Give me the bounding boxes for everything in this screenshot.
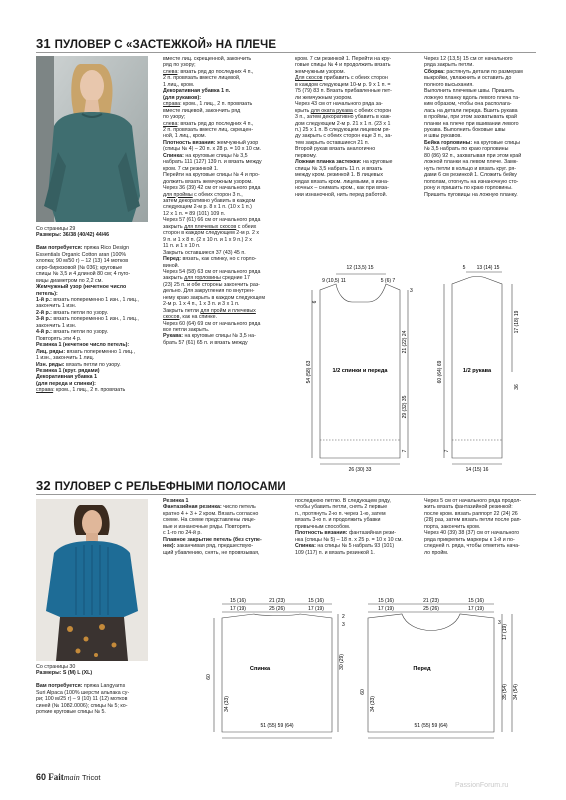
text-line: первому. (295, 152, 317, 159)
schema-front-body: 29 (32) 35 (402, 395, 408, 419)
back-label: Спинка (249, 666, 271, 672)
section-31-heading: ПУЛОВЕР С «ЗАСТЕЖКОЙ» НА ПЛЕЧЕ (54, 39, 277, 51)
text-line: Через 57 (61) 66 см от начального ряда (163, 217, 261, 224)
text-line: по узору; (163, 114, 186, 121)
text-line: п., протянуть 2-ю п. через 1-ю, затем (295, 510, 386, 517)
text-line: справа: кром., 1 лиц., 2 п. провязать (36, 387, 126, 394)
text-line: Размеры: 36/38 (40/42) 44/46 (36, 232, 110, 239)
text-line: (28) раз, затем вязать петли после рап- (424, 517, 522, 524)
text-line: Резинка 1 (нечетное число петель): (36, 342, 130, 349)
text-line: Выполнить плечевые швы. Пришить (424, 88, 515, 95)
text-line: тем закрыть оставшиеся 21 п. (295, 139, 370, 146)
text-line: Закрыть оставшиеся 37 (43) 45 п. (163, 249, 246, 256)
text-line: 11 п. и 1 x 10 п. (163, 243, 201, 250)
text-line: закрыть для горловины средние 17 (163, 275, 250, 282)
text-line: ряда прикрепить маркеры к 1-й и по- (424, 536, 515, 543)
text-line: 1-й р.: вязать попеременно 1 изн., 1 лиц., (36, 296, 139, 303)
section-32-number: 32 (36, 478, 51, 493)
text-line: 109 (117) п. и вязать резинкой 1. (295, 549, 375, 556)
text-line: Через 54 (58) 63 см от начального ряда (163, 268, 261, 275)
text-line: нуть петли в кольцо и вязать круг. ря- (424, 165, 517, 172)
text-line: 2-й р.: вязать петли по узору. (36, 309, 109, 316)
schema-sleeve-top-small: 5 (462, 265, 466, 271)
section-32-column-3 (295, 498, 417, 556)
text-line: Essentials Organic Cotton aran (100% (36, 251, 127, 258)
text-line: 1 изн., закончить 1 лиц. (36, 355, 95, 362)
text-line: нему краю закрыть в каждом следующем (163, 294, 265, 301)
schema-back-front (300, 262, 425, 472)
text-line: Спинка: на спицы № 5 набрать 93 (101) (295, 543, 395, 550)
text-line: ло пройм. (424, 549, 449, 556)
text-line: нка (спицы № 5) – 18 п. x 25 р. = 10 x 10 см. (295, 536, 403, 543)
schema-sleeve-cap: 17 (18) 19 (514, 310, 520, 334)
text-line: Через 5 см от начального ряда продол- (424, 498, 522, 504)
schema-front-right-top: 3 (410, 288, 413, 294)
text-line: планки на плече при вшивании левого (424, 120, 519, 127)
back-top1-left: 15 (16) (230, 598, 246, 604)
text-line: Размеры: S (M) L (XL) (36, 670, 93, 677)
front-right-1: 17 (19) (502, 624, 508, 640)
brand-name: Fait (48, 772, 64, 782)
text-line: брать 57 (61) 65 п. и вязать между (163, 339, 248, 346)
back-right-1: 2 (342, 614, 345, 620)
schema-sleeve-total: 60 (64) 69 (437, 360, 443, 384)
text-line: (спицы № 4) – 20 п. x 28 р. = 10 x 10 см. (163, 146, 262, 153)
front-right-3: 35 (54) (502, 684, 508, 700)
text-line: 3 п., затем декоративно убавить в каж- (295, 114, 392, 121)
text-line: рукава. Выполнить боковые швы (424, 126, 506, 133)
text-line: закончить 1 изн. (36, 322, 77, 329)
page-number: 60 (36, 772, 47, 782)
section-32-column-4 (424, 498, 540, 556)
text-line: Со страницы 30 (36, 664, 76, 670)
text-line: Плотность вязания: жемчужный узор (163, 139, 259, 146)
text-line: должить вязать жемчужным узором. (163, 178, 253, 185)
sweater-32-photo (36, 499, 148, 661)
text-line: 2-м р. 1 x 4 п., 1 x 3 п. и 3 x 1 п. (163, 301, 240, 308)
text-line: Перед: вязать, как спинку, но с горло- (163, 256, 257, 263)
back-bottom-mid: 34 (33) (224, 696, 230, 712)
text-line: Через 12 (13,5) 15 см от начального (424, 56, 513, 62)
schema-front-label: 1/2 спинки и переда (332, 368, 388, 374)
section-31-number: 31 (36, 36, 51, 51)
text-line: 2 п. провязать вместе лиц. скрещен- (163, 126, 254, 133)
text-line: набрать 111 (127) 139 п. и вязать между (163, 159, 262, 166)
text-line: (23) 25 п. и обе стороны закончить раз- (163, 281, 260, 288)
schema-32-front (352, 592, 532, 742)
text-line: кратно 4 + 3 + 2 кром. Вязать согласно (163, 510, 259, 517)
text-line: хлопка; 90 м/50 г) – 12 (13) 14 мотков (36, 258, 129, 265)
text-line: полного высыхания. (424, 81, 474, 88)
text-line: порта, закончить кром. (424, 523, 481, 530)
text-line: Резинка 1 (163, 498, 189, 504)
schema-sleeve-height: 36 (514, 384, 520, 390)
schema-front-neck: 9 (10,5) 11 (322, 278, 346, 284)
text-line: Резинка 1 (круг. рядами) (36, 367, 100, 374)
text-line: спицы № 3,5 набрать 11 п. и вязать (295, 165, 383, 172)
sweater-31-photo (36, 56, 148, 222)
text-line: жить вязать фантазийной резинкой: (424, 504, 513, 511)
schema-sleeve (430, 262, 540, 472)
text-line: ри; 100 м/25 г) – 9 (10) 11 (12) мотков (36, 696, 128, 703)
text-line: Спинка: на круговые спицы № 3,5 (163, 152, 248, 159)
section-31-title (36, 36, 276, 51)
text-line: вместе лиц. скрещенной, закончить (163, 56, 252, 62)
text-line: Пришить пуговицы на ложную планку. (424, 191, 518, 198)
text-line: ложной планки на левом плече. Замк- (424, 159, 518, 166)
text-line: Рукава: на круговые спицы № 3,5 на- (163, 333, 256, 340)
text-line: Плавное закрытие петель (без ступе- (163, 536, 262, 543)
section-name: Tricot (81, 773, 101, 782)
front-bottom: 51 (55) 59 (64) (414, 723, 448, 729)
schema-sleeve-top: 13 (14) 15 (476, 265, 500, 271)
text-line: рядах вязать кром. лицевыми, в изна- (295, 178, 389, 185)
text-line: следней п. ряда, чтобы отметить нача- (424, 543, 520, 550)
back-right-2: 3 (342, 622, 345, 628)
back-top2-left: 17 (19) (230, 606, 246, 612)
front-top1-right: 15 (16) (468, 598, 484, 604)
section-31-column-4 (424, 56, 540, 198)
text-line: серо-бирюзовой (№ 036); круговые (36, 264, 123, 271)
front-right-2: 3 (498, 620, 501, 626)
front-label: Перед (413, 666, 431, 672)
text-line: вые и изнаночные ряды. Повторять (163, 523, 251, 530)
text-line: синей (№ 1082.0006); спицы № 5; ко- (36, 702, 128, 709)
text-line: в каждом следующем 10-м р. 9 x 1 п. = (295, 81, 391, 88)
text-line: нек): заканчивая ряд, предшествую- (163, 543, 254, 550)
text-line: 3-й р.: вязать попеременно 1 изн., 1 лиц., (36, 316, 139, 323)
text-line: Повторять эти 4 р. (36, 335, 82, 342)
text-line: Сборка: растянуть детали по размерам (424, 68, 523, 75)
back-left: 60 (206, 674, 212, 680)
back-top1-mid: 21 (23) (269, 598, 285, 604)
back-top1-right: 15 (16) (308, 598, 324, 604)
text-line: закончить 1 изн. (36, 303, 77, 310)
text-line: кром. 7 см резинкой 1. (163, 165, 219, 172)
text-line: Через 43 см от начального ряда за- (295, 101, 383, 108)
text-line: Второй рукав вязать аналогично (295, 146, 376, 153)
text-line: вязать 3-ю п. и продолжить убавки (295, 517, 381, 524)
front-left-2: 34 (33) (370, 696, 376, 712)
front-left-1: 60 (360, 689, 366, 695)
section-31-column-2 (163, 56, 285, 346)
front-top2-mid: 25 (26) (423, 606, 439, 612)
text-line: привычным способом. (295, 523, 351, 530)
schema-front-shoulder: 5 (6) 7 (380, 278, 396, 284)
text-line: ночных – снимать кром., как при вяза- (295, 185, 389, 192)
text-line: вместе лицевой, закончить ряд (163, 107, 241, 114)
text-line: роткие круговые спицы № 5. (36, 709, 106, 716)
text-line: с 1-го по 24-й р. (163, 530, 202, 537)
text-line: № 3,5 набрать по краю горловины (424, 146, 509, 153)
text-line: все петли закрыть. (163, 327, 210, 334)
text-line: вицы диаметром по 2,2 см. (36, 277, 103, 284)
schema-32-back (200, 592, 350, 742)
schema-sleeve-rib: 7 (444, 449, 450, 453)
text-line: Плотность вязания: фантазийная рези- (295, 530, 396, 537)
text-line: дами 6 см резинкой 1. Сложить бейку (424, 172, 517, 179)
text-line: выкройки, увлажнить и оставить до (424, 75, 512, 82)
section-32-title (36, 478, 286, 493)
text-line: Декоративная убавка 1 п. (163, 88, 231, 95)
text-line: 2 п. провязать вместе лицевой, (163, 75, 241, 82)
brand-name-2: main (63, 773, 80, 782)
text-line: сторон в каждом следующем 2-м р. 2 x (163, 230, 260, 237)
text-line: Для скосов прибавить с обеих сторон (295, 75, 388, 82)
text-line: крыть для оката рукава с обеих сторон (295, 107, 392, 114)
text-line: петель): (36, 290, 58, 297)
text-line: Через 40 (39) 38 (37) см от начального (424, 530, 520, 537)
schema-front-rib: 7 (402, 449, 408, 453)
back-top2-right: 17 (19) (308, 606, 324, 612)
text-line: Закрыть петли для пройм и плечевых (163, 307, 256, 314)
text-line: говые спицы № 4 и продолжить вязать (295, 62, 391, 69)
text-line: спицы № 3,5 и 4 длиной 80 см; 4 пуго- (36, 271, 131, 278)
front-top1-left: 15 (16) (378, 598, 394, 604)
schema-front-bottom: 26 (30) 33 (348, 467, 372, 472)
section-31-rule (36, 52, 536, 53)
schema-front-top: 12 (13,5) 15 (346, 265, 374, 271)
page-footer (36, 772, 100, 782)
text-line: Жемчужный узор (нечетное число (36, 284, 127, 291)
text-line: (для переда и спинки): (36, 380, 96, 387)
text-line: кром. 7 см резинкой 1. Перейти на кру- (295, 56, 392, 62)
text-line: закрыть для плечевых скосов с обеих (163, 223, 257, 230)
section-32-heading: ПУЛОВЕР С РЕЛЬЕФНЫМИ ПОЛОСАМИ (54, 481, 286, 493)
schema-front-armhole: 21 (22) 24 (402, 330, 408, 354)
text-line: лась на детали переда. Вшить рукава (424, 107, 518, 114)
section-32-rule (36, 494, 536, 495)
text-line: скосов, как на спинке. (163, 314, 218, 321)
text-line: Бейка горловины: на круговые спицы (424, 139, 520, 146)
front-top2-right: 17 (19) (468, 606, 484, 612)
text-line: чтобы убавить петли, снять 2 первые (295, 504, 388, 511)
front-top2-left: 17 (19) (378, 606, 394, 612)
text-line: щий убавлению, снять, не провязывая, (163, 549, 260, 556)
text-line: последнюю петлю. В следующем ряду, (295, 498, 391, 504)
text-line: дом следующем 2-м р. 21 x 1 п. (23 x 1 (295, 120, 391, 127)
text-line: Ложная планка застежки: на круговые (295, 159, 393, 166)
text-line: Через 60 (64) 69 см от начального ряда (163, 320, 261, 327)
text-line: следующем 2-м р. 8 x 1 п. (10 x 1 п.) (163, 204, 252, 211)
text-line: схеме. На схеме представлены лице- (163, 517, 256, 524)
text-line: в проймы, при этом захватывать край (424, 114, 517, 121)
text-line: после кром. вязать раппорт 22 (24) 26 (424, 510, 518, 517)
text-line: Через 36 (39) 42 см от начального ряда (163, 185, 261, 192)
text-line: дельно. Для закругления по внутрен- (163, 288, 255, 295)
schema-front-left-small: 6 (312, 300, 318, 304)
text-line: Вам потребуется: пряжа Rico Design (36, 245, 130, 252)
text-line: Вам потребуется: пряжа Langyarns (36, 683, 126, 690)
front-top1-mid: 21 (23) (423, 598, 439, 604)
text-line: рону и пришить по краю горловины. (424, 185, 513, 192)
back-top2-mid: 25 (26) (269, 606, 285, 612)
text-line: и швы рукавов. (424, 133, 462, 140)
text-line: ряда закрыть петли. (424, 62, 474, 69)
section-32-column-1 (36, 664, 158, 716)
text-line: Со страницы 29 (36, 226, 76, 232)
back-right-3: 30 (29) (339, 654, 345, 670)
text-line: затем декоративно убавить в каждом (163, 197, 256, 204)
text-line: ной, 1 лиц., кром. (163, 133, 207, 140)
schema-sleeve-label: 1/2 рукава (462, 368, 492, 374)
text-line: Изн. ряды: вязать петли по узору. (36, 361, 121, 368)
back-bottom: 51 (55) 59 (64) (260, 723, 294, 729)
text-line: 9 п. и 1 x 8 п. (2 x 10 п. и 1 x 9 п.) 2 x (163, 236, 252, 243)
text-line: ли жемчужным узором. (295, 94, 353, 101)
text-line: для проймы с обеих сторон 3 п., (163, 191, 243, 198)
text-line: 1 лиц., кром. (163, 81, 195, 88)
text-line: Перейти на круговые спицы № 4 и про- (163, 172, 260, 179)
schema-sleeve-bottom: 14 (15) 16 (465, 467, 489, 472)
text-line: ряд по узору; (163, 62, 196, 69)
text-line: 4-й р.: вязать петли по узору. (36, 329, 109, 336)
section-31-column-3 (295, 56, 417, 198)
text-line: (для рукавов): (163, 94, 201, 101)
text-line: п.) 25 x 1 п. В следующем лицевом ря- (295, 126, 391, 133)
text-line: пополам, отогнуть на изнаночную сто- (424, 178, 519, 185)
text-line: Фантазийная резинка: число петель (163, 504, 256, 511)
text-line: слева: вязать ряд до последних 4 п., (163, 68, 254, 75)
text-line: жемчужным узором. (295, 68, 345, 75)
text-line: 80 (86) 92 п., захватывая при этом край (424, 152, 522, 159)
section-31-column-1 (36, 226, 158, 394)
text-line: слева: вязать ряд до последних 4 п., (163, 120, 254, 127)
watermark: PassionForum.ru (455, 782, 509, 789)
text-line: Suri Alpaca (100% шерсти альпака су- (36, 689, 130, 696)
text-line: виной. (163, 262, 180, 269)
text-line: нии изнаночной, нить перед работой. (295, 191, 388, 198)
front-right-4: 34 (54) (513, 684, 519, 700)
text-line: Лиц. ряды: вязать попеременно 1 лиц., (36, 348, 135, 355)
text-line: Декоративная убавка 1 (36, 374, 98, 381)
text-line: справа: кром., 1 лиц., 2 п. провязать (163, 101, 253, 108)
text-line: 12 x 1 п. = 89 (101) 109 п. (163, 210, 226, 217)
text-line: ким образом, чтобы она располага- (424, 101, 512, 108)
section-32-column-2 (163, 498, 288, 556)
text-line: ду закрыть с обеих сторон еще 3 п., за- (295, 133, 393, 140)
text-line: 75 (79) 83 п. Вязать прибавленные пет- (295, 88, 392, 95)
schema-front-total: 54 (58) 63 (306, 360, 312, 384)
text-line: ложную планку вдоль левого плеча та- (424, 94, 520, 101)
text-line: между кром. резинкой 1. В лицевых (295, 172, 384, 179)
